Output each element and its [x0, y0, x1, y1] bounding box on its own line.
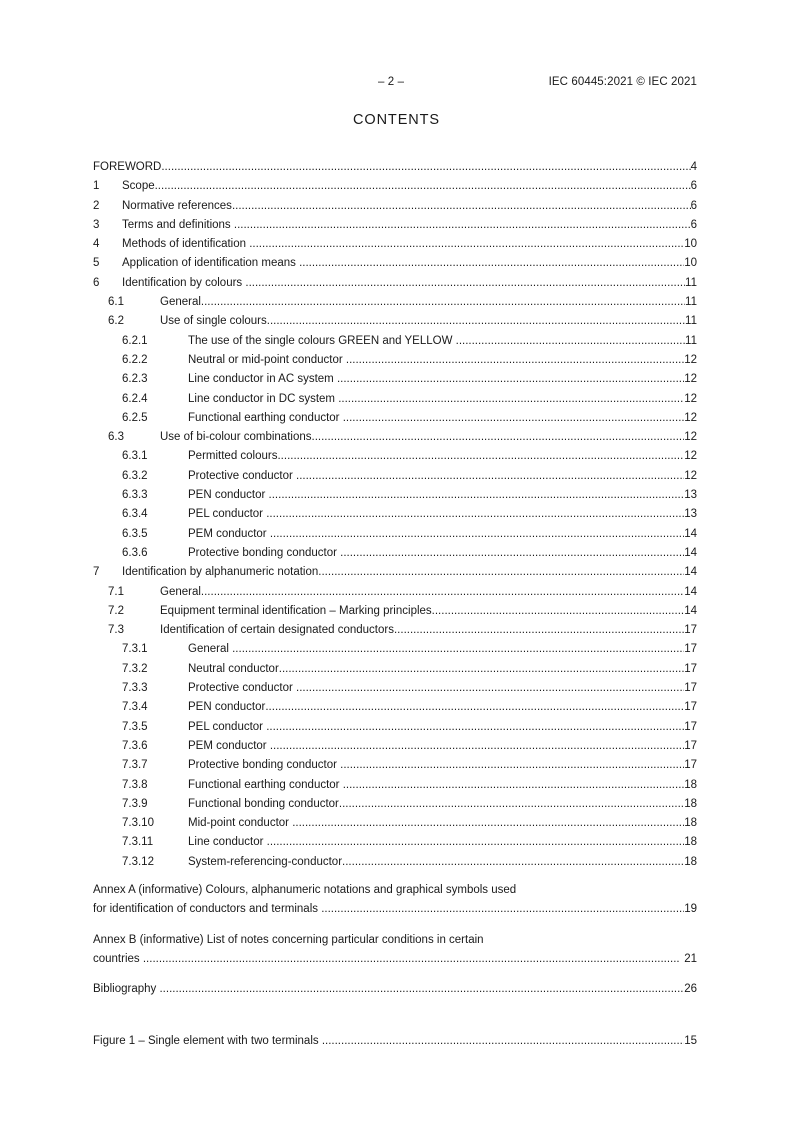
- toc-entry-row: [122, 795, 697, 814]
- toc-entry-page-number[interactable]: 10: [684, 238, 697, 251]
- toc-annex-title-line: Annex A (informative) Colours, alphanumeric notations and graphical symbols used: [93, 883, 517, 896]
- toc-entry-row: [122, 718, 697, 737]
- toc-entry-page-number[interactable]: 17: [684, 662, 697, 675]
- toc-entry[interactable]: [93, 467, 697, 486]
- toc-entry-label[interactable]: General: [160, 296, 201, 309]
- toc-entry[interactable]: [93, 158, 697, 177]
- toc-entry[interactable]: [93, 390, 697, 409]
- dot-leader: [270, 737, 684, 756]
- dot-leader: [267, 312, 685, 331]
- toc-entry-label[interactable]: Identification by alphanumeric notation: [122, 566, 319, 579]
- toc-entry-row: [122, 698, 697, 717]
- toc-entry-page-number[interactable]: 11: [685, 276, 697, 289]
- toc-entry-number: 6.2.5: [122, 411, 148, 424]
- dot-leader: [267, 833, 685, 852]
- toc-entry-row: [108, 602, 697, 621]
- toc-bibliography-label[interactable]: Bibliography: [93, 983, 160, 996]
- toc-entry-label[interactable]: The use of the single colours GREEN and YELLOW: [188, 334, 456, 347]
- toc-entry-page-number[interactable]: 17: [684, 682, 697, 695]
- toc-entry-row: [122, 409, 697, 428]
- dot-leader: [342, 853, 684, 872]
- toc-entry-number: 6.3.5: [122, 527, 148, 540]
- toc-entry-number: 7.3.5: [122, 720, 148, 733]
- toc-entry-number: 6.2.3: [122, 373, 148, 386]
- toc-entry-label[interactable]: Functional bonding conductor: [188, 797, 339, 810]
- toc-entry-row: [122, 486, 697, 505]
- spacer: [93, 999, 697, 1032]
- toc-bibliography-page-number[interactable]: 26: [684, 983, 697, 996]
- toc-entry-page-number[interactable]: 4: [690, 161, 697, 173]
- toc-entry-number: 4: [93, 238, 100, 251]
- toc-entry-label[interactable]: FOREWORD: [93, 161, 162, 173]
- toc-entry[interactable]: [93, 853, 697, 872]
- toc-entry[interactable]: [93, 216, 697, 235]
- toc-entry-page-number[interactable]: 14: [684, 585, 697, 598]
- toc-entry-label[interactable]: PEN conductor: [188, 701, 266, 714]
- toc-entry-number: 6.3.1: [122, 450, 148, 463]
- toc-entry[interactable]: [93, 505, 697, 524]
- toc-entry-number: 6.3.3: [122, 489, 148, 502]
- toc-entry-number: 1: [93, 180, 100, 193]
- toc-entry-page-number[interactable]: 12: [684, 353, 697, 366]
- toc-entry-number: 7.3.2: [122, 662, 148, 675]
- toc-figure-row: [93, 1032, 697, 1051]
- toc-entry-page-number[interactable]: 17: [684, 739, 697, 752]
- dot-leader: [292, 814, 684, 833]
- dot-leader: [266, 505, 684, 524]
- toc-entry-number: 7.2: [108, 604, 124, 617]
- toc-entry-page-number[interactable]: 18: [684, 836, 697, 849]
- toc-entry-page-number[interactable]: 11: [685, 296, 697, 309]
- toc-entry-page-number[interactable]: 12: [684, 469, 697, 482]
- dot-leader: [249, 235, 684, 254]
- toc-entry-label[interactable]: Normative references: [122, 199, 232, 212]
- toc-entry-page-number[interactable]: 12: [684, 450, 697, 463]
- toc-entry-page-number[interactable]: 18: [684, 778, 697, 791]
- toc-entry-label[interactable]: Line conductor in DC system: [188, 392, 339, 405]
- toc-entry-label[interactable]: Use of single colours: [160, 315, 267, 328]
- toc-entry-label[interactable]: Equipment terminal identification – Marking principles: [160, 604, 432, 617]
- dot-leader: [277, 447, 684, 466]
- toc-entry[interactable]: [93, 679, 697, 698]
- toc-entry-label[interactable]: PEN conductor: [188, 489, 269, 502]
- toc-entry-label[interactable]: Scope: [122, 180, 155, 193]
- toc-entry-row: [108, 312, 697, 331]
- dot-leader: [245, 274, 685, 293]
- toc-entry-label[interactable]: Line conductor: [188, 836, 267, 849]
- toc-entry-page-number[interactable]: 12: [684, 373, 697, 386]
- toc-annex-list: [93, 881, 697, 980]
- toc-entry-page-number[interactable]: 17: [684, 643, 697, 656]
- toc-entry[interactable]: [93, 583, 697, 602]
- toc-entry-number: 7.3.9: [122, 797, 148, 810]
- toc-entry[interactable]: [93, 312, 697, 331]
- dot-leader: [339, 795, 684, 814]
- toc-entry[interactable]: [93, 544, 697, 563]
- toc-entry-number: 6.2: [108, 315, 124, 328]
- toc-entry-number: 7.3.3: [122, 682, 148, 695]
- toc-entry-page-number[interactable]: 18: [684, 797, 697, 810]
- toc-entry-row: [122, 390, 697, 409]
- toc-entry-page-number[interactable]: 13: [684, 489, 697, 502]
- toc-entry-number: 6.3.4: [122, 508, 148, 521]
- dot-leader: [340, 756, 684, 775]
- toc-entry-number: 6.3.6: [122, 546, 148, 559]
- dot-leader: [279, 660, 684, 679]
- toc-bibliography-entry[interactable]: [93, 980, 697, 999]
- toc-entry[interactable]: [93, 640, 697, 659]
- toc-entry-number: 7.3.1: [122, 643, 148, 656]
- toc-entry-number: 2: [93, 199, 100, 212]
- toc-entry[interactable]: [93, 814, 697, 833]
- toc-entry-row: [108, 583, 697, 602]
- toc-annex-label[interactable]: countries: [93, 952, 143, 965]
- toc-entry-row: [122, 640, 697, 659]
- dot-leader: [232, 640, 684, 659]
- spacer: [93, 920, 697, 931]
- toc-entry-page-number[interactable]: 17: [684, 624, 697, 637]
- toc-entry[interactable]: [93, 409, 697, 428]
- toc-entry-number: 6.1: [108, 296, 124, 309]
- toc-entry-number: 7.3.6: [122, 739, 148, 752]
- toc-entry-label[interactable]: General: [188, 643, 233, 656]
- dot-leader: [159, 980, 684, 999]
- toc-entry[interactable]: [93, 718, 697, 737]
- toc-entry-number: 7.3.8: [122, 778, 148, 791]
- toc-entry-row: [122, 447, 697, 466]
- dot-leader: [343, 409, 684, 428]
- toc-entry-page-number[interactable]: 13: [684, 508, 697, 521]
- toc-entry-label[interactable]: PEM conductor: [188, 739, 270, 752]
- dot-leader: [337, 370, 684, 389]
- toc-entry-page-number[interactable]: 12: [684, 431, 697, 444]
- dot-leader: [318, 563, 684, 582]
- toc-figure-label[interactable]: Figure 1 – Single element with two terminals: [93, 1035, 322, 1048]
- dot-leader: [201, 583, 684, 602]
- toc-entry-page-number[interactable]: 14: [684, 566, 697, 579]
- dot-leader: [270, 525, 684, 544]
- toc-entry-page-number[interactable]: 17: [684, 720, 697, 733]
- toc-entry-number: 7.3: [108, 624, 124, 637]
- toc-entry-label[interactable]: PEL conductor: [188, 720, 267, 733]
- toc-entry-row: [108, 621, 697, 640]
- dot-leader: [299, 254, 684, 273]
- toc-entry[interactable]: [93, 332, 697, 351]
- dot-leader: [201, 293, 685, 312]
- toc-entry-number: 6.2.1: [122, 334, 148, 347]
- spacer: [93, 872, 697, 881]
- toc-entry-row: [93, 177, 697, 196]
- standard-reference: IEC 60445:2021 © IEC 2021: [548, 76, 697, 88]
- toc-entry-row: [122, 332, 697, 351]
- table-of-contents: [93, 158, 697, 1052]
- toc-entry[interactable]: [93, 525, 697, 544]
- toc-entry[interactable]: [93, 833, 697, 852]
- toc-entry-row: [122, 756, 697, 775]
- toc-entry[interactable]: [93, 254, 697, 273]
- toc-entry-number: 7.3.11: [122, 836, 154, 849]
- toc-entry-label[interactable]: Protective bonding conductor: [188, 759, 341, 772]
- toc-entry-row: [93, 274, 697, 293]
- toc-entry[interactable]: [93, 486, 697, 505]
- toc-entry[interactable]: [93, 776, 697, 795]
- dot-leader: [143, 950, 684, 969]
- toc-entry-label[interactable]: Neutral or mid-point conductor: [188, 353, 346, 366]
- toc-entry-number: 7.3.10: [122, 817, 154, 830]
- toc-entry-row: [122, 737, 697, 756]
- dot-leader: [234, 216, 691, 235]
- toc-entry-number: 7.3.4: [122, 701, 148, 714]
- toc-entry[interactable]: [93, 293, 697, 312]
- toc-entry-row: [93, 563, 697, 582]
- dot-leader: [322, 1032, 684, 1051]
- toc-entry-page-number[interactable]: 17: [684, 759, 697, 772]
- toc-entry-number: 7.3.12: [122, 855, 154, 868]
- toc-entry-row: [122, 370, 697, 389]
- toc-annex-row: [93, 950, 697, 969]
- toc-entry-row: [108, 293, 697, 312]
- toc-entry-label[interactable]: Protective bonding conductor: [188, 546, 341, 559]
- page-folio: – 2 –: [378, 76, 405, 88]
- toc-entry-label[interactable]: PEM conductor: [188, 527, 270, 540]
- toc-entry-page-number[interactable]: 17: [684, 701, 697, 714]
- toc-entry-number: 7.1: [108, 585, 124, 598]
- toc-entry-row: [122, 853, 697, 872]
- toc-entry-row: [93, 216, 697, 235]
- toc-entry-row: [122, 833, 697, 852]
- toc-entry-number: 6.2.2: [122, 353, 148, 366]
- toc-entry-number: 5: [93, 257, 100, 270]
- toc-entry-page-number[interactable]: 12: [684, 411, 697, 424]
- dot-leader: [312, 428, 685, 447]
- toc-entry[interactable]: [93, 795, 697, 814]
- toc-entry-label[interactable]: Protective conductor: [188, 682, 297, 695]
- toc-annex-entry[interactable]: [93, 931, 697, 970]
- toc-entry-page-number[interactable]: 11: [685, 334, 697, 347]
- toc-entry-number: 6: [93, 276, 100, 289]
- toc-annex-entry[interactable]: [93, 881, 697, 920]
- toc-entry[interactable]: [93, 274, 697, 293]
- toc-annex-page-number[interactable]: 21: [684, 952, 697, 965]
- toc-entry-number: 3: [93, 218, 100, 231]
- dot-leader: [343, 776, 684, 795]
- toc-entry[interactable]: [93, 235, 697, 254]
- toc-entry-list: [93, 158, 697, 872]
- toc-entry-label[interactable]: Use of bi-colour combinations: [160, 431, 312, 444]
- dot-leader: [296, 467, 684, 486]
- toc-entry[interactable]: [93, 602, 697, 621]
- toc-entry[interactable]: [93, 197, 697, 216]
- toc-bibliography-row: [93, 980, 697, 999]
- dot-leader: [296, 679, 684, 698]
- toc-entry-label[interactable]: Mid-point conductor: [188, 817, 293, 830]
- toc-entry-row: [122, 544, 697, 563]
- dot-leader: [265, 698, 684, 717]
- toc-entry-number: 6.3: [108, 431, 124, 444]
- toc-entry[interactable]: [93, 698, 697, 717]
- dot-leader: [232, 197, 691, 216]
- toc-entry[interactable]: [93, 756, 697, 775]
- toc-entry-number: 6.2.4: [122, 392, 148, 405]
- toc-entry-row: [93, 254, 697, 273]
- toc-entry-page-number[interactable]: 6: [690, 180, 697, 193]
- toc-entry[interactable]: [93, 351, 697, 370]
- page-header: [93, 74, 697, 90]
- toc-entry-page-number[interactable]: 14: [684, 546, 697, 559]
- dot-leader: [155, 177, 691, 196]
- toc-entry[interactable]: [93, 428, 697, 447]
- dot-leader: [340, 544, 684, 563]
- toc-entry-row: [122, 351, 697, 370]
- toc-entry-row: [108, 428, 697, 447]
- toc-figure-entry[interactable]: [93, 1032, 697, 1051]
- toc-entry[interactable]: [93, 737, 697, 756]
- toc-entry[interactable]: [93, 447, 697, 466]
- toc-entry-label[interactable]: Permitted colours: [188, 450, 278, 463]
- toc-entry-page-number[interactable]: 14: [684, 604, 697, 617]
- dot-leader: [456, 332, 685, 351]
- toc-entry[interactable]: [93, 563, 697, 582]
- toc-entry[interactable]: [93, 621, 697, 640]
- toc-annex-page-number[interactable]: 19: [684, 903, 697, 916]
- toc-entry-label[interactable]: PEL conductor: [188, 508, 267, 521]
- dot-leader: [346, 351, 684, 370]
- toc-figure-page-number[interactable]: 15: [684, 1035, 697, 1048]
- toc-entry-label[interactable]: Methods of identification: [122, 238, 250, 251]
- toc-entry-row: [93, 197, 697, 216]
- toc-entry-label[interactable]: Terms and definitions: [122, 218, 234, 231]
- toc-entry-label[interactable]: Protective conductor: [188, 469, 297, 482]
- dot-leader: [269, 486, 685, 505]
- toc-entry-page-number[interactable]: 6: [690, 199, 697, 212]
- toc-entry-number: 7: [93, 566, 100, 579]
- toc-annex-row: [93, 900, 697, 919]
- toc-entry-row: [122, 525, 697, 544]
- toc-entry-page-number[interactable]: 18: [684, 817, 697, 830]
- toc-entry-page-number[interactable]: 12: [684, 392, 697, 405]
- dot-leader: [266, 718, 684, 737]
- toc-entry-number: 6.3.2: [122, 469, 148, 482]
- toc-entry[interactable]: [93, 370, 697, 389]
- toc-entry-label[interactable]: Line conductor in AC system: [188, 373, 337, 386]
- toc-entry-label[interactable]: Application of identification means: [122, 257, 300, 270]
- dot-leader: [161, 158, 690, 177]
- toc-entry-label[interactable]: Identification of certain designated conductors: [160, 624, 394, 637]
- toc-entry-label[interactable]: General: [160, 585, 201, 598]
- toc-entry-label[interactable]: Functional earthing conductor: [188, 778, 343, 791]
- toc-entry-page-number[interactable]: 18: [684, 855, 697, 868]
- toc-annex-label[interactable]: for identification of conductors and terminals: [93, 903, 322, 916]
- toc-entry[interactable]: [93, 660, 697, 679]
- toc-bibliography: [93, 980, 697, 999]
- toc-entry-page-number[interactable]: 10: [684, 257, 697, 270]
- dot-leader: [321, 900, 684, 919]
- toc-entry-row: [122, 679, 697, 698]
- spacer: [93, 969, 697, 980]
- toc-entry-row: [93, 158, 697, 177]
- toc-entry-page-number[interactable]: 14: [684, 527, 697, 540]
- toc-entry-row: [122, 814, 697, 833]
- toc-entry-row: [122, 660, 697, 679]
- dot-leader: [432, 602, 685, 621]
- dot-leader: [338, 390, 684, 409]
- dot-leader: [394, 621, 684, 640]
- toc-entry-label[interactable]: Neutral conductor: [188, 662, 279, 675]
- toc-entry-row: [122, 467, 697, 486]
- page-title: CONTENTS: [353, 112, 440, 128]
- toc-annex-title-line: Annex B (informative) List of notes concerning particular conditions in certain: [93, 933, 484, 946]
- toc-entry-label[interactable]: System-referencing-conductor: [188, 855, 343, 868]
- toc-entry-row: [93, 235, 697, 254]
- toc-figure-list: [93, 1032, 697, 1051]
- toc-entry-page-number[interactable]: 11: [685, 315, 697, 328]
- toc-entry-number: 7.3.7: [122, 759, 148, 772]
- toc-entry-label[interactable]: Functional earthing conductor: [188, 411, 343, 424]
- toc-entry[interactable]: [93, 177, 697, 196]
- toc-entry-row: [122, 505, 697, 524]
- toc-entry-row: [122, 776, 697, 795]
- toc-entry-label[interactable]: Identification by colours: [122, 276, 246, 289]
- toc-entry-page-number[interactable]: 6: [690, 218, 697, 231]
